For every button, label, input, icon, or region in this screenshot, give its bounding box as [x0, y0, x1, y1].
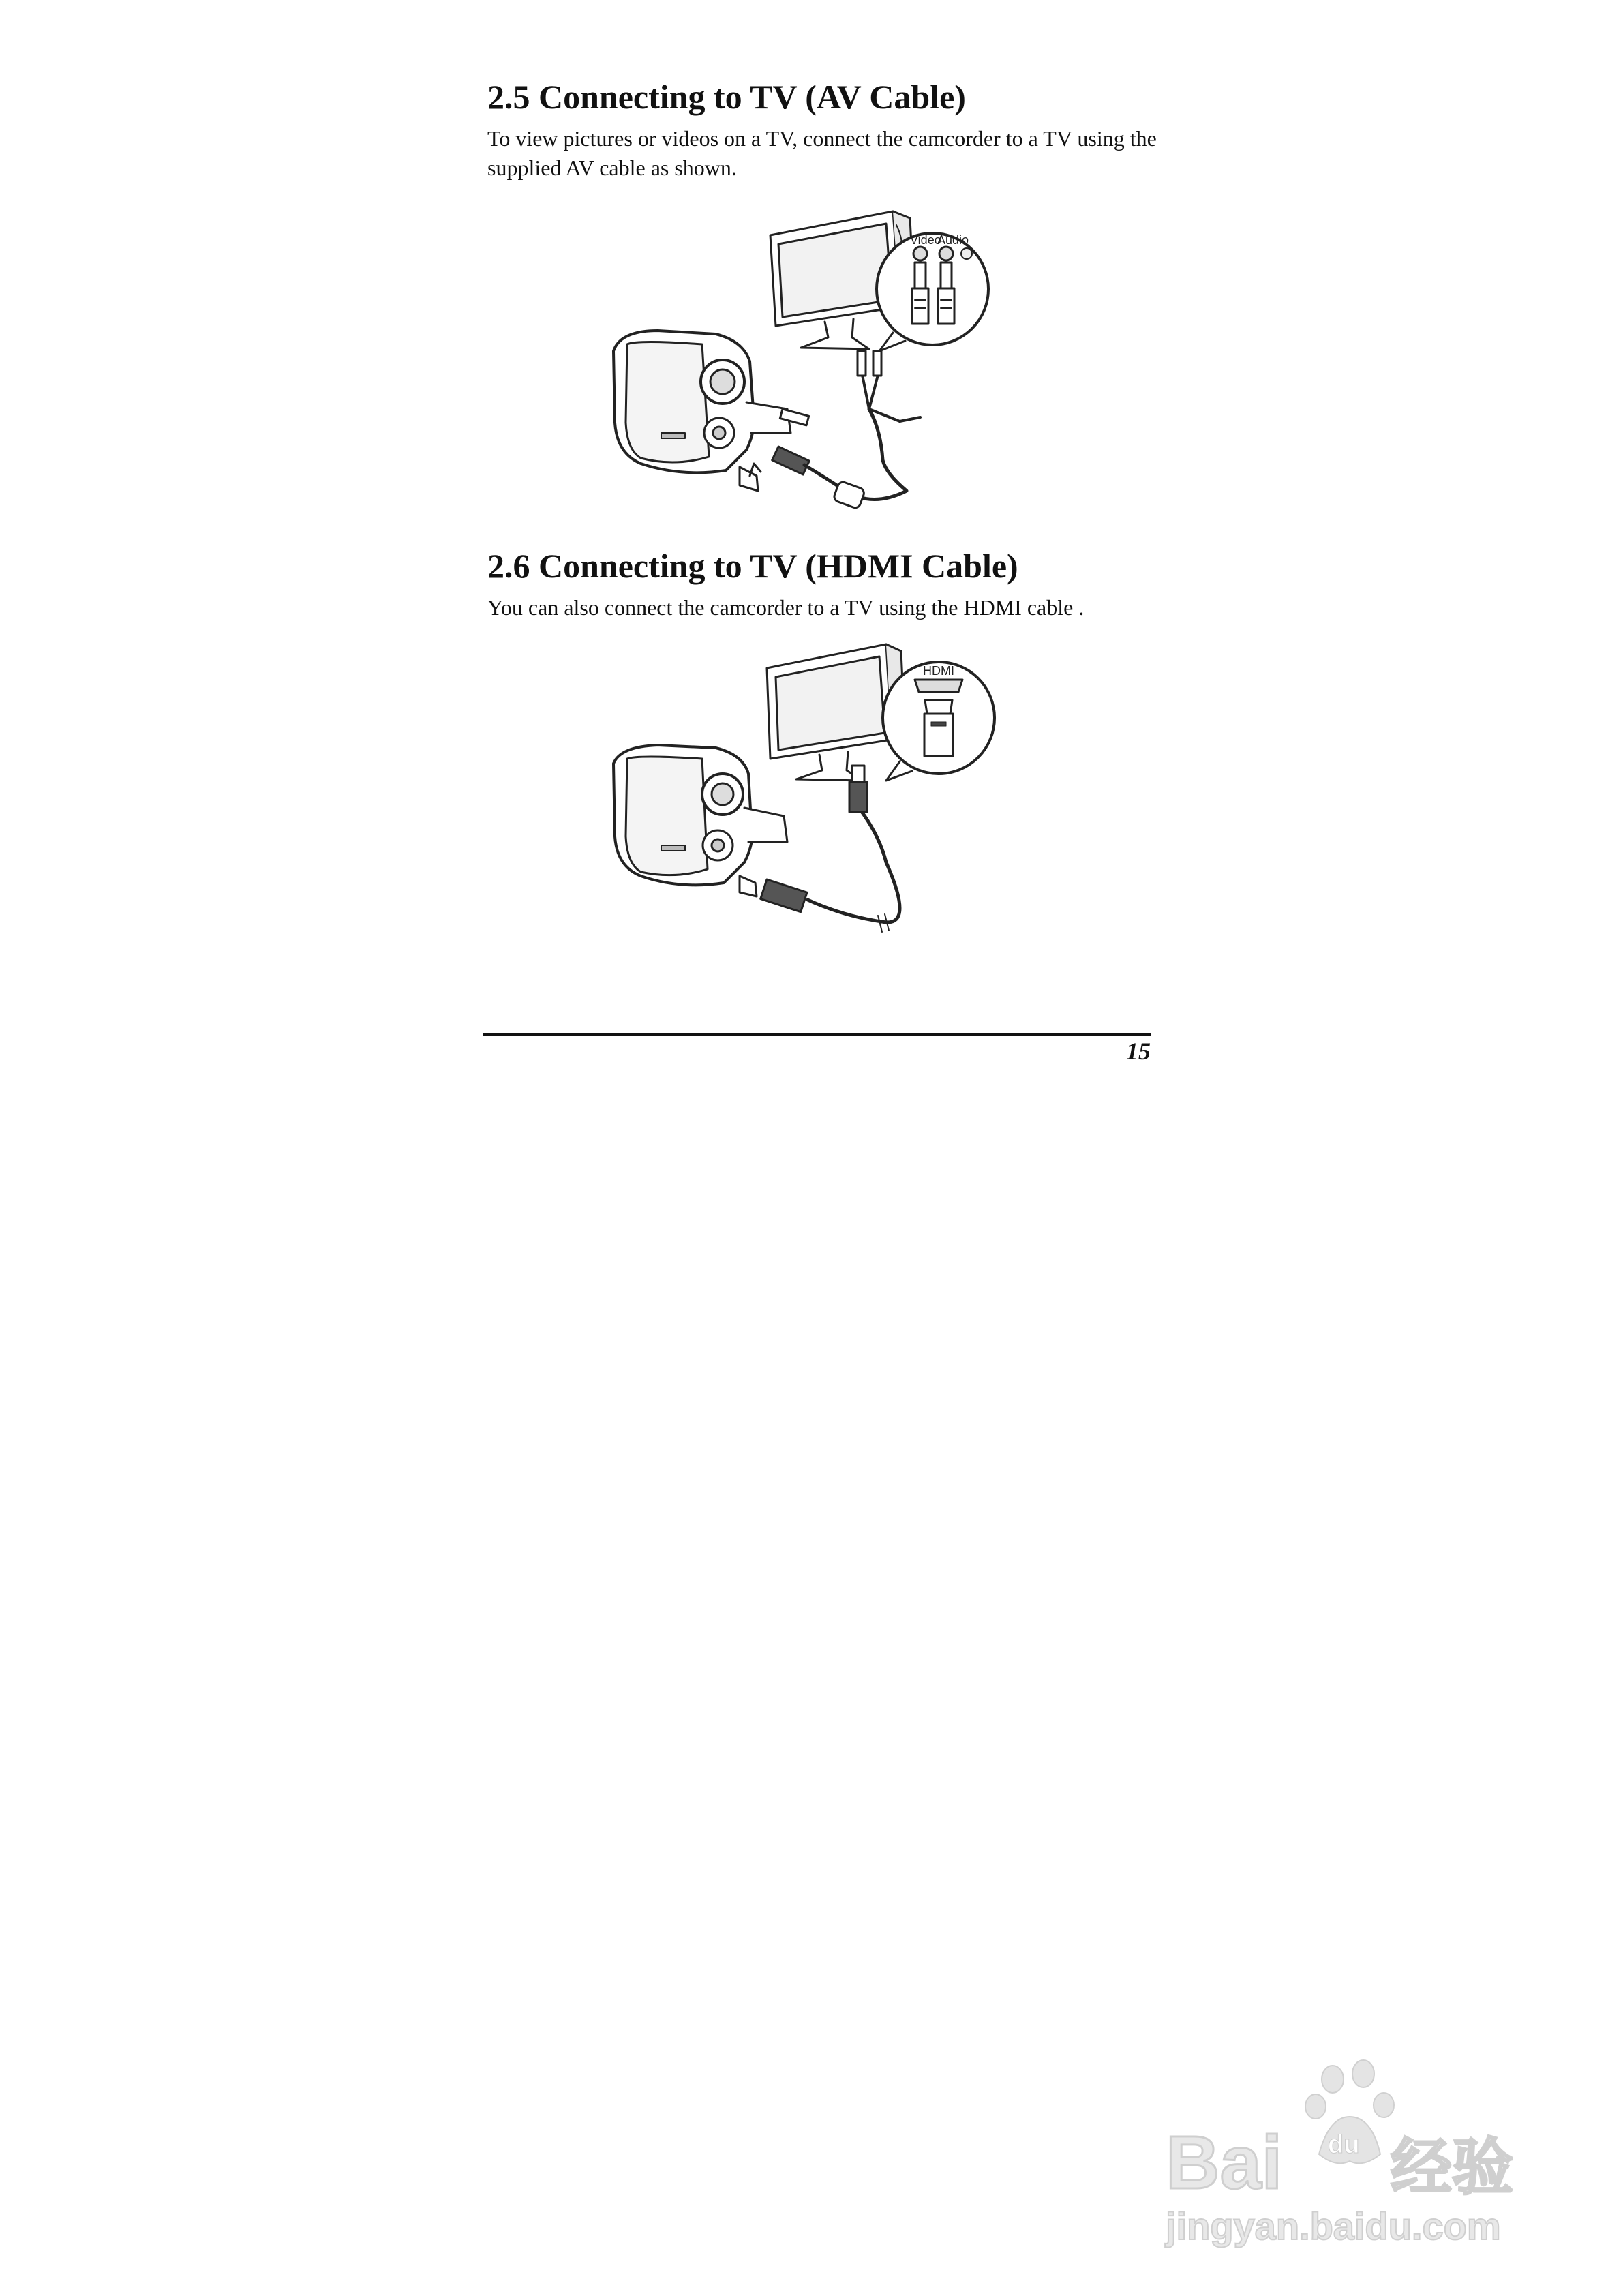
baidu-jingyan-watermark-logo — [1159, 2052, 1541, 2256]
hdmi-port-callout — [883, 662, 995, 781]
av-connection-illustration — [600, 205, 1063, 525]
section-body-hdmi-cable: You can also connect the camcorder to a TV using the HDMI cable . — [487, 595, 1084, 620]
hdmi-cable-icon — [761, 766, 900, 932]
video-jack-label: Video — [910, 233, 941, 247]
section-body-av-cable: To view pictures or videos on a TV, connect the camcorder to a TV using the supplied AV cable as shown. — [487, 126, 1157, 180]
svg-text:Bai: Bai — [1166, 2121, 1283, 2205]
hdmi-port-label: HDMI — [923, 664, 954, 678]
footer-rule — [483, 1033, 1151, 1036]
camcorder-icon — [613, 745, 787, 896]
camcorder-icon — [613, 331, 791, 491]
svg-text:经验: 经验 — [1391, 2134, 1513, 2202]
svg-text:du: du — [1328, 2130, 1360, 2159]
section-heading-hdmi-cable: 2.6 Connecting to TV (HDMI Cable) — [487, 547, 1018, 585]
av-cable-icon — [772, 351, 920, 509]
audio-jack-label: Audio — [937, 233, 969, 247]
page-number: 15 — [1126, 1038, 1151, 1065]
av-jacks-callout — [877, 233, 988, 351]
svg-text:jingyan.baidu.com: jingyan.baidu.com — [1166, 2205, 1501, 2248]
section-heading-av-cable: 2.5 Connecting to TV (AV Cable) — [487, 78, 966, 116]
hdmi-connection-illustration — [600, 637, 1063, 944]
